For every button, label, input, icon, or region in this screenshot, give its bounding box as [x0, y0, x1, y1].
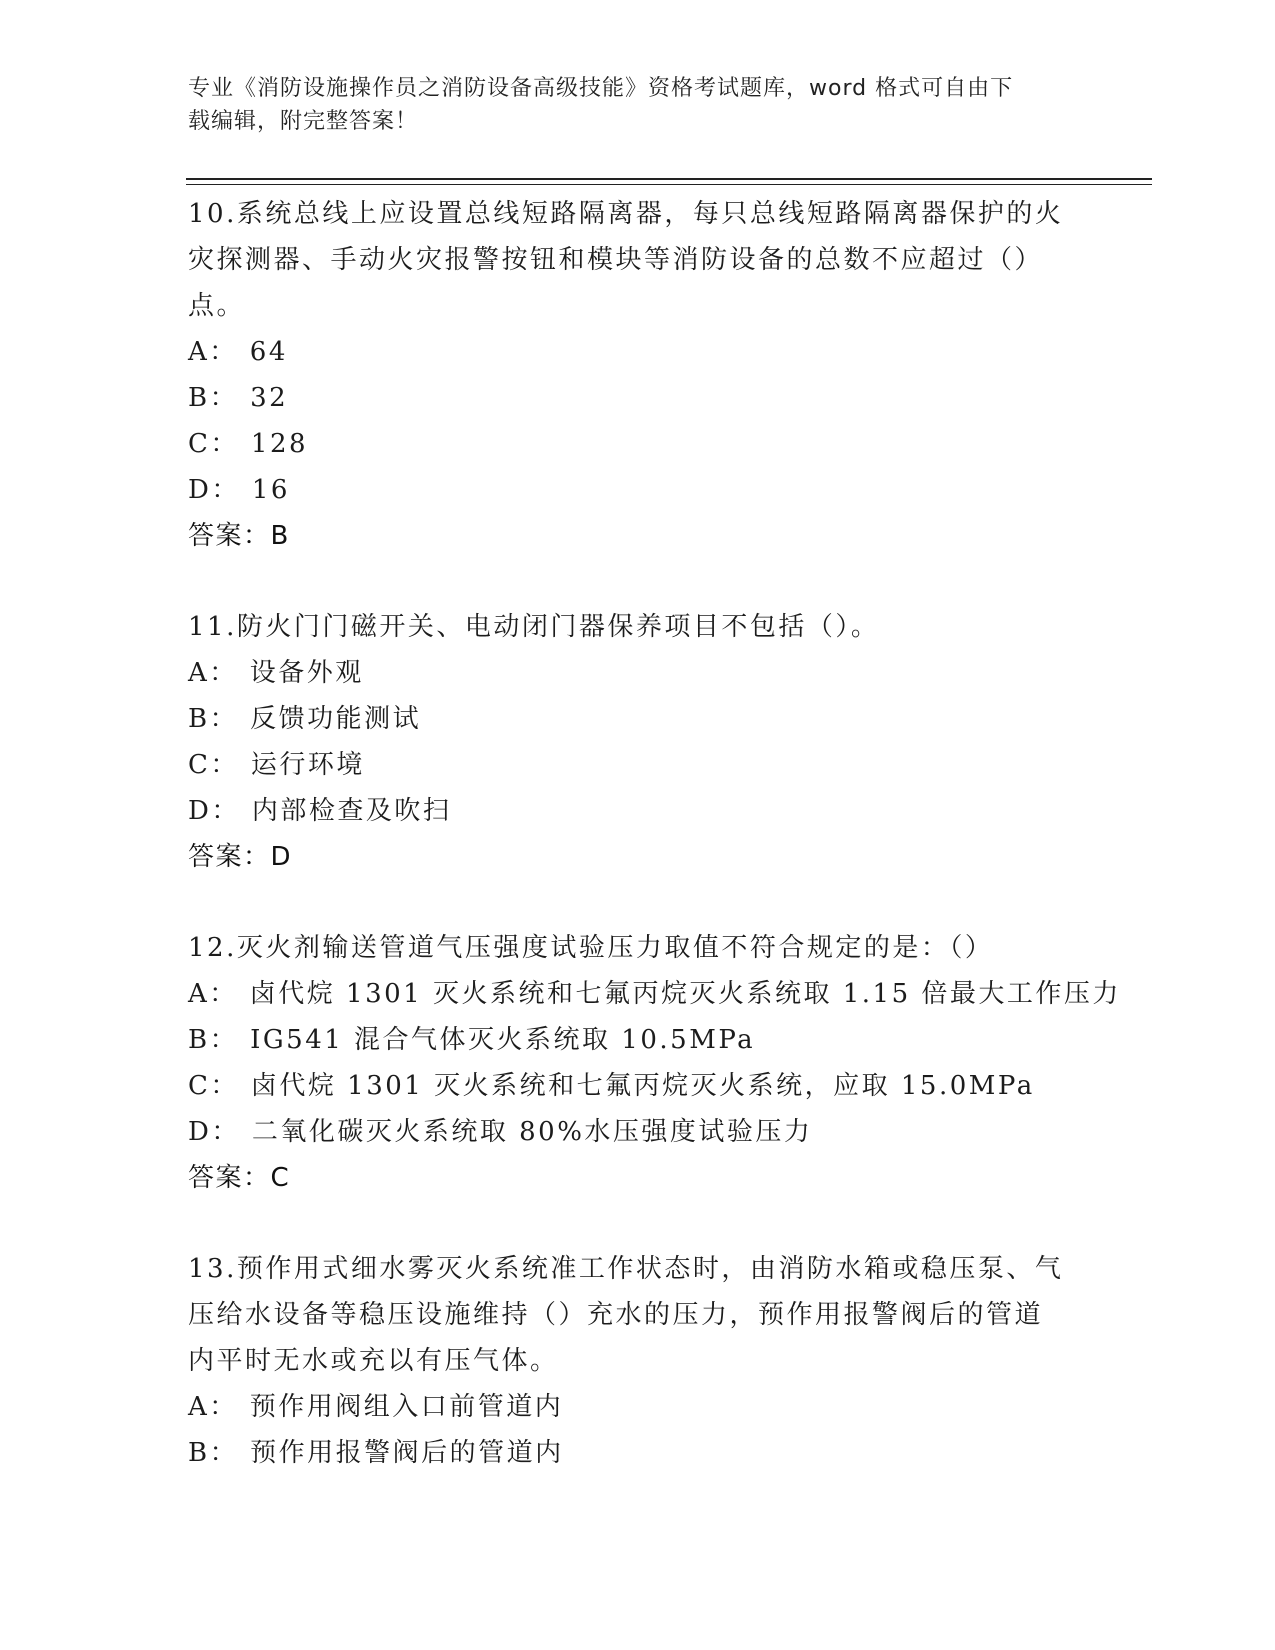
answer-line: 答案：C — [188, 1163, 291, 1193]
option-text: 16 — [251, 475, 290, 505]
option-c — [188, 1063, 1088, 1109]
answer-line: 答案：D — [188, 842, 293, 872]
option-text: 64 — [249, 337, 288, 367]
question-stem — [188, 604, 1088, 650]
stem-line: 12.灭火剂输送管道气压强度试验压力取值不符合规定的是：（） — [188, 933, 994, 963]
option-key: C： — [188, 750, 239, 780]
option-text: 卤代烷 1301 灭火系统和七氟丙烷灭火系统，应取 15.0MPa — [250, 1071, 1035, 1101]
stem-line: 11.防火门门磁开关、电动闭门器保养项目不包括（）。 — [188, 612, 880, 642]
option-d — [188, 788, 1088, 834]
question-stem — [188, 925, 1088, 971]
option-b — [188, 696, 1088, 742]
option-b — [188, 375, 1088, 421]
option-text: 运行环境 — [250, 750, 365, 780]
option-key: A： — [188, 979, 238, 1009]
option-text: 预作用阀组入口前管道内 — [249, 1392, 564, 1422]
option-b — [188, 1430, 1088, 1476]
stem-line: 压给水设备等稳压设施维持（）充水的压力，预作用报警阀后的管道 — [188, 1300, 1044, 1330]
option-key: A： — [188, 1392, 238, 1422]
option-a — [188, 650, 1088, 696]
header-divider-thick — [186, 178, 1152, 180]
option-key: B： — [188, 704, 239, 734]
option-text: 卤代烷 1301 灭火系统和七氟丙烷灭火系统取 1.15 倍最大工作压力 — [249, 979, 1121, 1009]
question-list — [188, 191, 1121, 1521]
question-11 — [188, 604, 1088, 880]
option-key: A： — [188, 337, 238, 367]
option-text: 128 — [250, 429, 309, 459]
option-key: D： — [188, 1117, 240, 1147]
question-10 — [188, 191, 1088, 559]
question-stem — [188, 1246, 1088, 1384]
option-key: C： — [188, 1071, 239, 1101]
option-text: IG541 混合气体灭火系统取 10.5MPa — [250, 1025, 756, 1055]
option-b — [188, 1017, 1088, 1063]
stem-line: 内平时无水或充以有压气体。 — [188, 1346, 559, 1376]
option-c — [188, 742, 1088, 788]
option-text: 32 — [250, 383, 289, 413]
stem-line: 13.预作用式细水雾灭火系统准工作状态时，由消防水箱或稳压泵、气 — [188, 1254, 1064, 1284]
document-header — [188, 72, 1088, 138]
header-divider-thin — [186, 184, 1152, 185]
option-text: 二氧化碳灭火系统取 80%水压强度试验压力 — [251, 1117, 813, 1147]
option-c — [188, 421, 1088, 467]
option-text: 内部检查及吹扫 — [251, 796, 452, 826]
question-stem — [188, 191, 1088, 329]
stem-line: 10.系统总线上应设置总线短路隔离器，每只总线短路隔离器保护的火 — [188, 199, 1064, 229]
option-a — [188, 971, 1121, 1017]
option-key: B： — [188, 383, 239, 413]
option-key: D： — [188, 475, 240, 505]
question-12 — [188, 925, 1121, 1201]
header-line-2: 载编辑，附完整答案！ — [188, 109, 419, 134]
option-key: B： — [188, 1438, 239, 1468]
option-a — [188, 329, 1088, 375]
stem-line: 点。 — [188, 291, 246, 321]
option-a — [188, 1384, 1088, 1430]
answer-line: 答案：B — [188, 521, 290, 551]
option-d — [188, 467, 1088, 513]
option-text: 设备外观 — [249, 658, 364, 688]
option-key: D： — [188, 796, 240, 826]
option-text: 反馈功能测试 — [250, 704, 422, 734]
header-line-1: 专业《消防设施操作员之消防设备高级技能》资格考试题库，word 格式可自由下 — [188, 76, 1014, 101]
question-13 — [188, 1246, 1088, 1476]
option-d — [188, 1109, 1088, 1155]
option-key: C： — [188, 429, 239, 459]
option-key: A： — [188, 658, 238, 688]
stem-line: 灾探测器、手动火灾报警按钮和模块等消防设备的总数不应超过（） — [188, 245, 1044, 275]
option-text: 预作用报警阀后的管道内 — [250, 1438, 564, 1468]
option-key: B： — [188, 1025, 239, 1055]
